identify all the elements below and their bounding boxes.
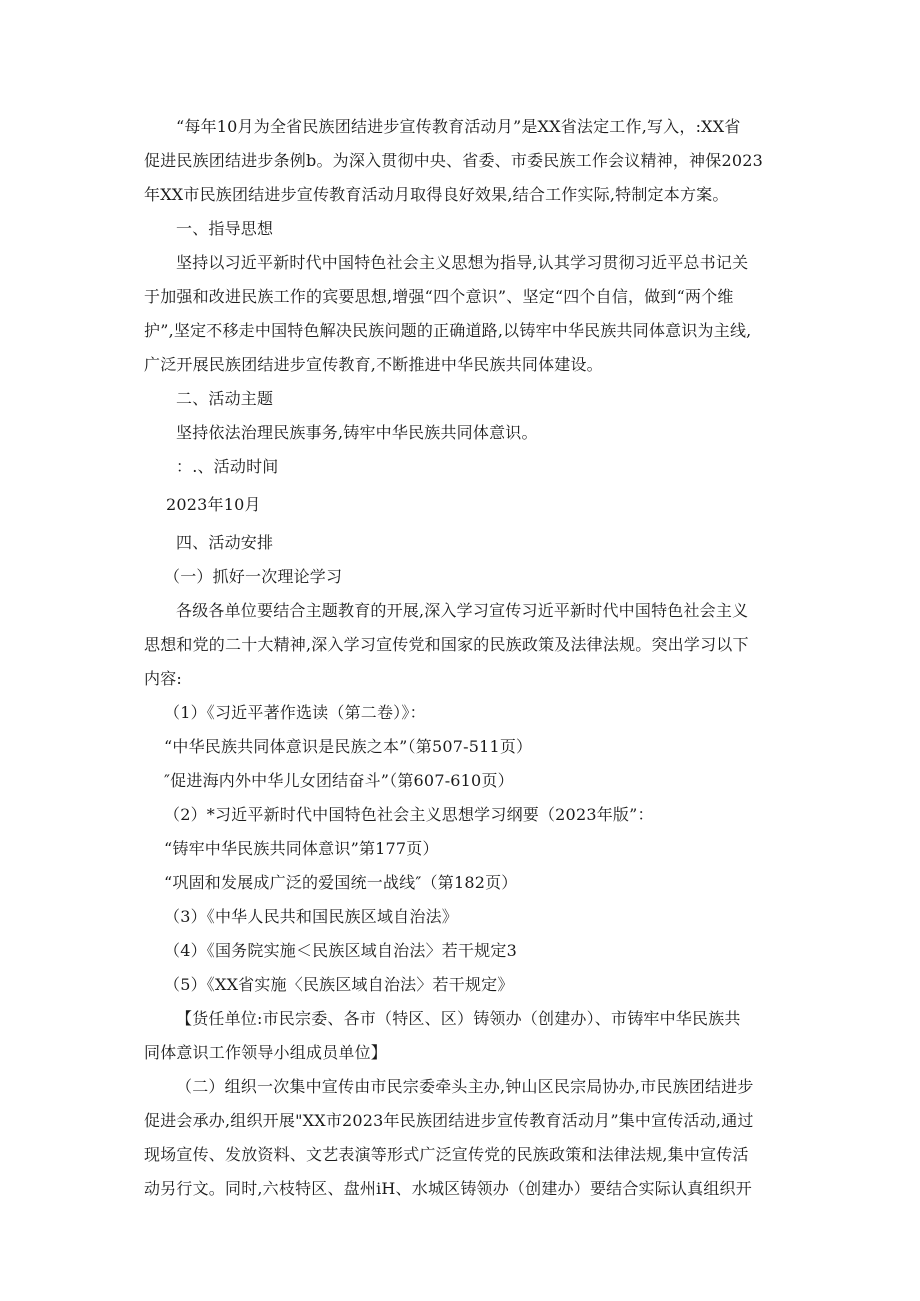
sub-heading-1: （一）抓好一次理论学习 xyxy=(164,567,343,586)
document-body xyxy=(144,110,784,1206)
section1-line-2: 于加强和改进民族工作的宾要思想,增强“四个意识”、坚定“四个自信，做到“两个维 xyxy=(144,287,734,306)
heading-3: ：.、活动时间 xyxy=(176,457,279,476)
item-3: （3）《中华人民共和国民族区域自治法》 xyxy=(164,907,458,926)
theme-line: 坚持依法治理民族事务,铸牢中华民族共同体意识。 xyxy=(176,423,538,442)
item-2-b: “巩固和发展成广泛的爱国统一战线″（第182页） xyxy=(164,873,518,892)
item-4: （4）《国务院实施＜民族区域自治法〉若干规定3 xyxy=(164,941,517,960)
intro-line-1: “每年10月为全省民族团结进步宣传教育活动月”是XX省法定工作,写入，:XX省 xyxy=(176,117,741,136)
responsibility-line-1: 【货任单位:市民宗委、各市（特区、区）铸领办（创建办）、市铸牢中华民族共 xyxy=(176,1009,741,1028)
item-1-a: “中华民族共同体意识是民族之本”（第507-511页） xyxy=(164,737,533,756)
heading-1: 一、指导思想 xyxy=(176,219,274,238)
study-line-2: 思想和党的二十大精神,深入学习宣传党和国家的民族政策及法律法规。突出学习以下 xyxy=(144,635,749,654)
section1-line-3: 护”,坚定不移走中国特色解决民族问题的正确道路,以铸牢中华民族共同体意识为主线, xyxy=(144,321,752,340)
item-2-a: “铸牢中华民族共同体意识”第177页） xyxy=(164,839,439,858)
section1-line-4: 广泛开展民族团结进步宣传教育,不断推进中华民族共同体建设。 xyxy=(144,355,603,374)
intro-line-2: 促进民族团结进步条例b。为深入贯彻中央、省委、市委民族工作会议精神，神保2023 xyxy=(144,151,763,170)
sub2-line-4: 动另行文。同时,六枝特区、盘州iH、水城区铸领办（创建办）要结合实际认真组织开 xyxy=(144,1179,752,1198)
time-line: 2023年10月 xyxy=(166,495,261,514)
heading-2: 二、活动主题 xyxy=(176,389,274,408)
heading-4: 四、活动安排 xyxy=(176,533,274,552)
responsibility-line-2: 同体意识工作领导小组成员单位】 xyxy=(144,1043,388,1062)
sub2-line-2: 促进会承办,组织开展"XX市2023年民族团结进步宣传教育活动月”集中宣传活动,通过 xyxy=(144,1111,754,1130)
section1-line-1: 坚持以习近平新时代中国特色社会主义思想为指导,认其学习贯彻习近平总书记关 xyxy=(176,253,749,272)
item-5: （5）《XX省实施〈民族区域自治法〉若干规定》 xyxy=(164,975,514,994)
study-line-3: 内容: xyxy=(144,669,182,688)
study-line-1: 各级各单位要结合主题教育的开展,深入学习宣传习近平新时代中国特色社会主义 xyxy=(176,601,749,620)
sub2-line-3: 现场宣传、发放资料、文艺表演等形式广泛宣传党的民族政策和法律法规,集中宣传活 xyxy=(144,1145,749,1164)
item-2: （2）*习近平新时代中国特色社会主义思想学习纲要（2023年版”： xyxy=(164,805,654,824)
sub2-line-1: （二）组织一次集中宣传由市民宗委牵头主办,钟山区民宗局协办,市民族团结进步 xyxy=(176,1077,754,1096)
intro-line-3: 年XX市民族团结进步宣传教育活动月取得良好效果,结合工作实际,特制定本方案。 xyxy=(144,185,729,204)
item-1-b: ″促进海内外中华儿女团结奋斗”（第607-610页） xyxy=(164,771,514,790)
item-1: （1）《习近平著作选读（第二卷）》： xyxy=(164,703,426,722)
